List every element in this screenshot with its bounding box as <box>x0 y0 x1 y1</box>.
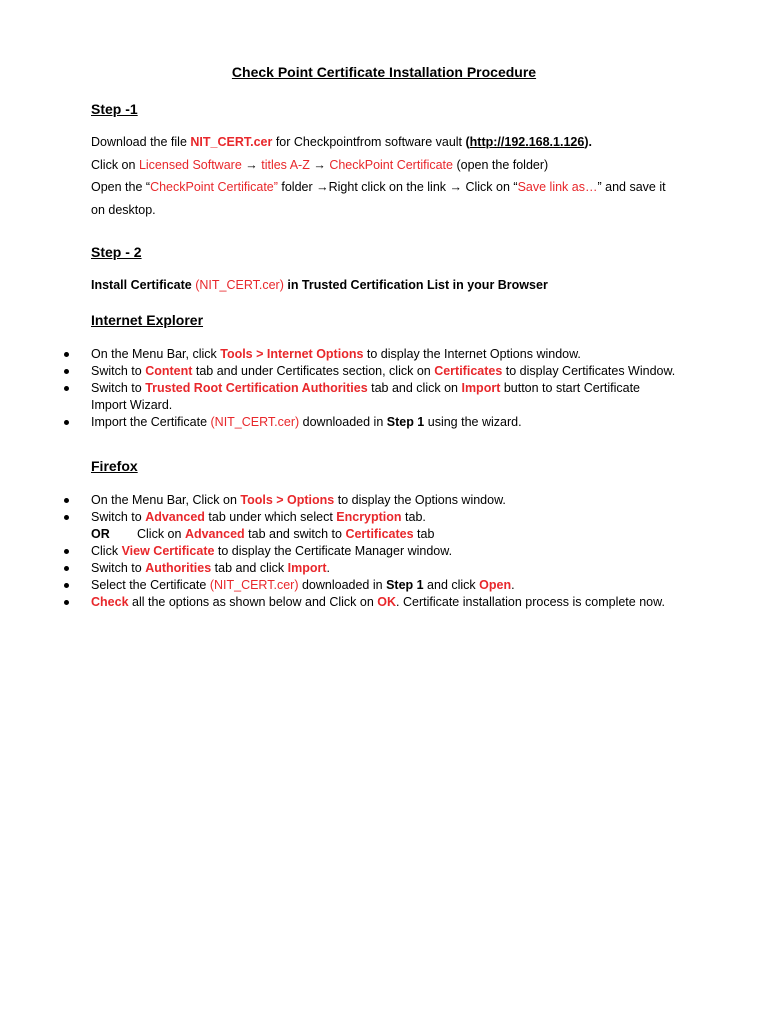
step1-download-line <box>91 134 592 151</box>
open-the-text: Open the “ <box>91 180 151 194</box>
step1-desktop-line: on desktop. <box>91 203 156 217</box>
step2-heading: Step - 2 <box>91 244 142 260</box>
licensed-software-text: Licensed Software <box>138 158 242 172</box>
list-item-continuation: OR Click on Advanced tab and switch to Certificates tab <box>91 527 435 541</box>
bullet-icon <box>64 549 69 554</box>
step1-click-line <box>91 157 548 174</box>
list-item: Import the Certificate (NIT_CERT.cer) downloaded in Step 1 using the wizard. <box>0 414 768 431</box>
page-title: Check Point Certificate Installation Procedure <box>231 64 537 80</box>
install-certificate-text: Install Certificate <box>91 278 196 292</box>
vault-url-link[interactable]: http://192.168.1.126 <box>469 135 585 149</box>
save-link-as-text: Save link as… <box>517 180 598 194</box>
list-item: Switch to Trusted Root Certification Authorities tab and click on Import button to start Certificate <box>0 380 768 397</box>
bullet-icon <box>64 515 69 520</box>
bullet-icon <box>64 600 69 605</box>
list-item: Switch to Authorities tab and click Import. <box>0 560 768 577</box>
bullet-icon <box>64 352 69 357</box>
checkpoint-certificate-folder-text: CheckPoint Certificate” <box>150 180 278 194</box>
url-close-paren: ). <box>584 135 592 149</box>
ie-steps-list <box>0 346 768 431</box>
url-open-paren: ( <box>465 135 470 149</box>
list-item: Check all the options as shown below and Click on OK. Certificate installation process is complete now. <box>0 594 768 611</box>
list-item: Click View Certificate to display the Certificate Manager window. <box>0 543 768 560</box>
list-item: Switch to Content tab and under Certificates section, click on Certificates to display Certificates Window. <box>0 363 768 380</box>
cert-file-name: (NIT_CERT.cer) <box>195 278 284 292</box>
list-item: On the Menu Bar, click Tools > Internet Options to display the Internet Options window. <box>0 346 768 363</box>
vault-text: for Checkpointfrom software vault <box>272 135 466 149</box>
internet-explorer-heading: Internet Explorer <box>91 312 204 328</box>
checkpoint-certificate-text: CheckPoint Certificate <box>329 158 453 172</box>
cert-file-name: NIT_CERT.cer <box>190 135 273 149</box>
bullet-icon <box>64 369 69 374</box>
list-item: On the Menu Bar, Click on Tools > Options to display the Options window. <box>0 492 768 509</box>
download-text: Download the file <box>91 135 191 149</box>
install-certificate-line <box>91 277 548 294</box>
bullet-icon <box>64 420 69 425</box>
titles-az-text: titles A-Z <box>261 158 310 172</box>
click-on-text: Click on <box>91 158 139 172</box>
trusted-list-text: in Trusted Certification List in your Browser <box>283 278 548 292</box>
arrow-icon: → <box>241 158 262 172</box>
firefox-heading: Firefox <box>91 458 138 474</box>
bullet-icon <box>64 498 69 503</box>
list-item: Select the Certificate (NIT_CERT.cer) downloaded in Step 1 and click Open. <box>0 577 768 594</box>
bullet-icon <box>64 386 69 391</box>
bullet-icon <box>64 566 69 571</box>
bullet-icon <box>64 583 69 588</box>
arrow-icon: → <box>309 158 330 172</box>
firefox-steps-list <box>0 492 768 611</box>
step1-open-line <box>91 179 666 196</box>
list-item: Switch to Advanced tab under which select Encryption tab. <box>0 509 768 526</box>
step1-heading: Step -1 <box>91 101 138 117</box>
open-folder-text: (open the folder) <box>452 158 549 172</box>
list-item-continuation: Import Wizard. <box>91 398 173 412</box>
right-click-text: folder →Right click on the link → Click on “ <box>277 180 518 194</box>
save-it-text: ” and save it <box>597 180 666 194</box>
